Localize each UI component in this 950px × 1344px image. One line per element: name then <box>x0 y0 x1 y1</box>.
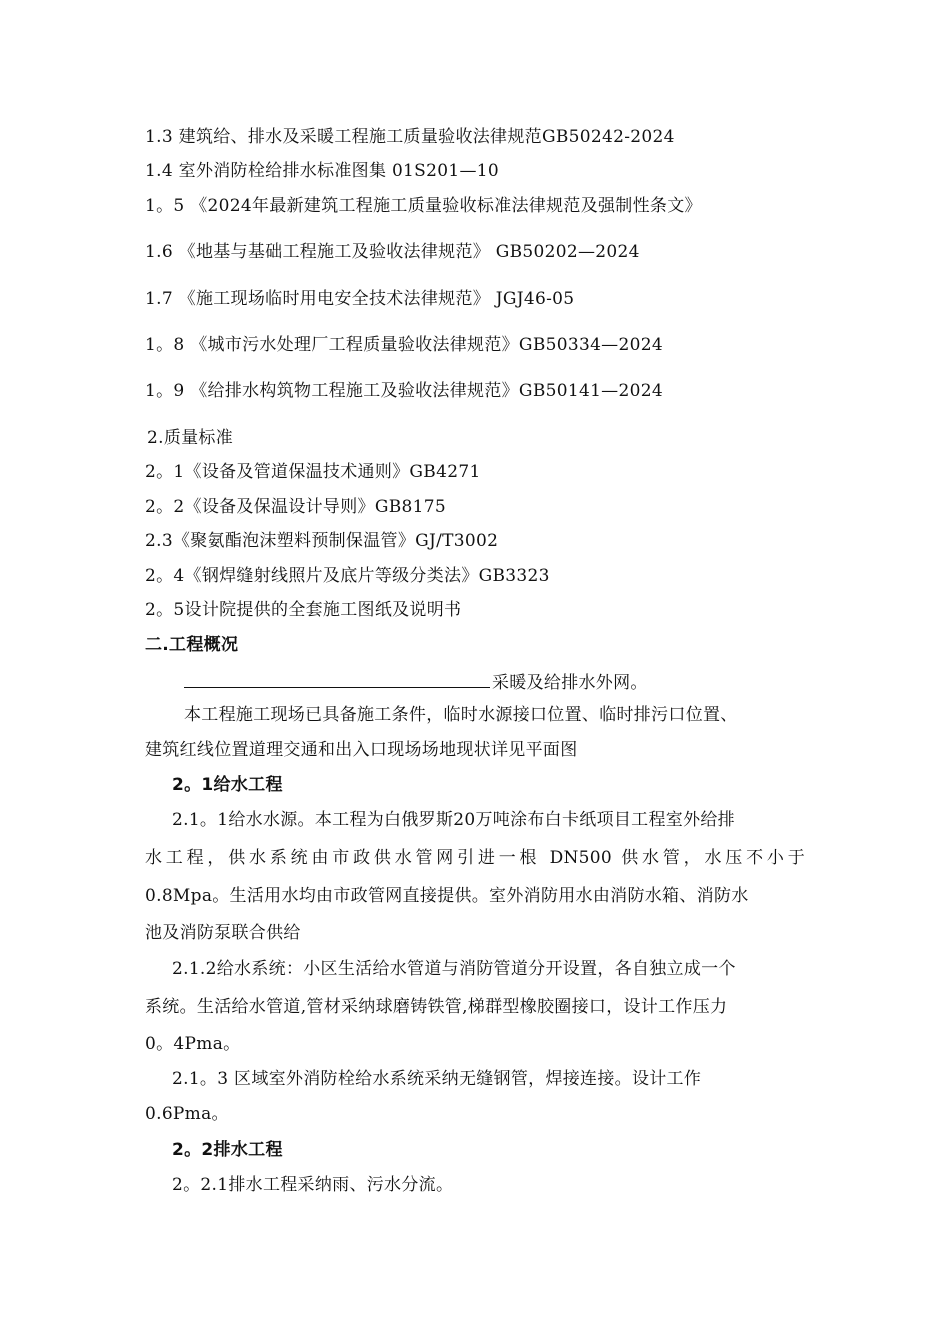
water-paragraph-line: 2.1。1给水水源。本工程为白俄罗斯20万吨涂布白卡纸项目工程室外给排 <box>172 810 735 830</box>
reference-item: 1.7 《施工现场临时用电安全技术法律规范》 JGJ46-05 <box>145 289 575 309</box>
water-paragraph-line: 0.6Pma。 <box>145 1104 229 1124</box>
water-supply-heading: 2。1给水工程 <box>172 775 283 795</box>
quality-heading: 2.质量标准 <box>147 428 234 448</box>
overview-blank-line <box>184 669 648 694</box>
water-paragraph-line: 2.1。3 区域室外消防栓给水系统采纳无缝钢管，焊接连接。设计工作 <box>172 1069 702 1089</box>
quality-item: 2.3《聚氨酯泡沫塑料预制保温管》GJ/T3002 <box>145 531 499 551</box>
overview-paragraph-line: 建筑红线位置道理交通和出入口现场场地现状详见平面图 <box>145 740 578 760</box>
section-heading: 二.工程概况 <box>145 635 239 655</box>
fill-in-blank <box>184 669 490 688</box>
reference-item: 1.3 建筑给、排水及采暖工程施工质量验收法律规范GB50242-2024 <box>145 127 675 147</box>
drainage-paragraph-line: 2。2.1排水工程采纳雨、污水分流。 <box>172 1175 454 1195</box>
water-paragraph-line: 水工程，供水系统由市政供水管网引进一根 DN500 供水管，水压不小于 <box>145 848 805 868</box>
overview-paragraph-line: 本工程施工现场已具备施工条件，临时水源接口位置、临时排污口位置、 <box>184 705 738 725</box>
reference-item: 1.4 室外消防栓给排水标准图集 01S201—10 <box>145 161 499 181</box>
reference-item: 1.6 《地基与基础工程施工及验收法律规范》 GB50202—2024 <box>145 242 640 262</box>
reference-item: 1。9 《给排水构筑物工程施工及验收法律规范》GB50141—2024 <box>145 381 663 401</box>
water-paragraph-line: 2.1.2给水系统：小区生活给水管道与消防管道分开设置，各自独立成一个 <box>172 959 736 979</box>
reference-item: 1。8 《城市污水处理厂工程质量验收法律规范》GB50334—2024 <box>145 335 663 355</box>
water-paragraph-line: 0.8Mpa。生活用水均由市政管网直接提供。室外消防用水由消防水箱、消防水 <box>145 886 749 906</box>
overview-blank-suffix: 采暖及给排水外网。 <box>492 673 648 693</box>
quality-item: 2。4《钢焊缝射线照片及底片等级分类法》GB3323 <box>145 566 550 586</box>
water-paragraph-line: 系统。生活给水管道,管材采纳球磨铸铁管,梯群型橡胶圈接口，设计工作压力 <box>145 997 728 1017</box>
quality-item: 2。1《设备及管道保温技术通则》GB4271 <box>145 462 481 482</box>
reference-item: 1。5 《2024年最新建筑工程施工质量验收标准法律规范及强制性条文》 <box>145 196 702 216</box>
drainage-heading: 2。2排水工程 <box>172 1140 283 1160</box>
quality-item: 2。5设计院提供的全套施工图纸及说明书 <box>145 600 462 620</box>
water-paragraph-line: 0。4Pma。 <box>145 1034 241 1054</box>
quality-item: 2。2《设备及保温设计导则》GB8175 <box>145 497 446 517</box>
water-paragraph-line: 池及消防泵联合供给 <box>145 923 301 943</box>
